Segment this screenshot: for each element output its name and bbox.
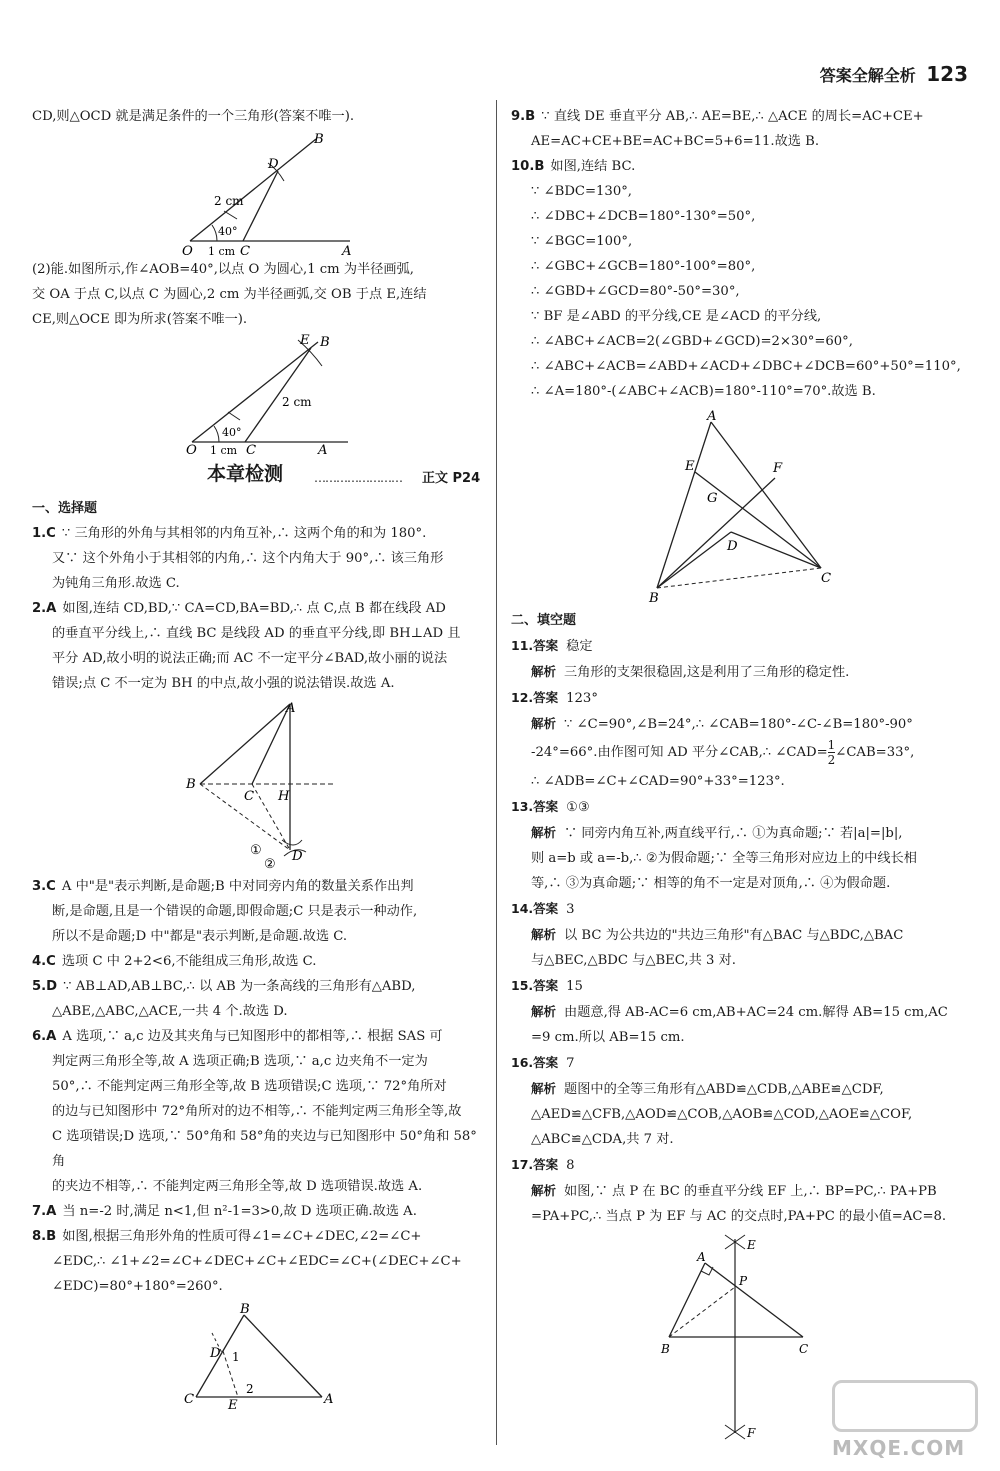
q7-line1 xyxy=(32,1199,482,1224)
q2-key: 2.A xyxy=(32,601,57,616)
q10-line1 xyxy=(511,154,969,179)
label-length2: 2 cm xyxy=(282,395,312,409)
q9-text: ∵ 直线 DE 垂直平分 AB,∴ AE=BE,∴ △ACE 的周长=AC+CE+ xyxy=(541,109,924,124)
q17-label-a: A xyxy=(697,1250,706,1264)
frac-num: 1 xyxy=(827,738,836,752)
q16-analysis-3: △ABC≌△CDA,共 7 对. xyxy=(531,1132,674,1147)
q1-key: 1.C xyxy=(32,526,56,541)
label-one-cm2: 1 cm xyxy=(210,444,238,457)
q12-jx: 解析 xyxy=(531,716,557,731)
q8-line1 xyxy=(32,1224,482,1249)
q13-text1: ∵ 同旁内角互补,两直线平行,∴ ①为真命题;∵ 若|a|=|b|, xyxy=(564,826,903,841)
q12-analysis-2 xyxy=(511,737,969,769)
q16-key: 16.答案 xyxy=(511,1055,559,1070)
q8-label-2: 2 xyxy=(246,1382,254,1396)
q3-line1 xyxy=(32,874,482,899)
section-dots: …………………… xyxy=(314,471,402,485)
q17-label-c: C xyxy=(799,1342,809,1356)
q6-line4: 的边与已知图形中 72°角所对的边不相等,∴ 不能判定两三角形全等,故 xyxy=(52,1104,462,1119)
q12-text2b: ∠CAB=33°, xyxy=(835,745,915,760)
q6-text: A 选项,∵ a,c 边及其夹角与已知图形中的都相等,∴ 根据 SAS 可 xyxy=(62,1029,443,1044)
q2-label-b: B xyxy=(186,777,196,792)
q10-line3: ∴ ∠DBC+∠DCB=180°-130°=50°, xyxy=(531,209,756,224)
q2-label-d: D xyxy=(292,849,303,864)
para-part2-line3: CE,则△OCE 即为所求(答案不唯一). xyxy=(32,312,248,327)
q10-label-g: G xyxy=(707,491,718,506)
q11-key: 11.答案 xyxy=(511,638,559,653)
header-title: 答案全解全析 xyxy=(819,66,916,85)
left-column xyxy=(32,104,482,1415)
q5-line1 xyxy=(32,974,482,999)
q1-line3: 为钝角三角形.故选 C. xyxy=(52,576,180,591)
q1-line2: 又∵ 这个外角小于其相邻的内角,∴ 这个内角大于 90°,∴ 该三角形 xyxy=(52,551,444,566)
figure-q8 xyxy=(32,1303,482,1411)
subheading-choice: 一、选择题 xyxy=(32,501,98,516)
q17-label-e: E xyxy=(747,1238,756,1252)
right-column xyxy=(511,104,969,1447)
q13-analysis-1 xyxy=(511,820,969,846)
figure-q8-svg xyxy=(32,1303,482,1411)
q10-line10: ∴ ∠A=180°-(∠ABC+∠ACB)=180°-110°=70°.故选 B. xyxy=(531,384,876,399)
q2-line1 xyxy=(32,596,482,621)
q16-text1: 题图中的全等三角形有△ABD≌△CDB,△ABE≌△CDF, xyxy=(564,1082,884,1097)
q10-line7: ∵ BF 是∠ABD 的平分线,CE 是∠ACD 的平分线, xyxy=(531,309,822,324)
watermark-logo-icon xyxy=(832,1380,978,1432)
q17-label-f: F xyxy=(747,1426,756,1440)
q8-key: 8.B xyxy=(32,1229,57,1244)
subheading-fill: 二、填空题 xyxy=(511,613,577,628)
para-part2-line1: (2)能.如图所示,作∠AOB=40°,以点 O 为圆心,1 cm 为半径画弧, xyxy=(32,262,414,277)
q12-analysis-3: ∴ ∠ADB=∠C+∠CAD=90°+33°=123°. xyxy=(531,774,785,789)
q10-line8: ∴ ∠ABC+∠ACB=2(∠GBD+∠GCD)=2×30°=60°, xyxy=(531,334,853,349)
q12-key: 12.答案 xyxy=(511,690,559,705)
q10-key: 10.B xyxy=(511,159,545,174)
figure-q10 xyxy=(511,408,969,604)
q17-analysis-1 xyxy=(511,1178,969,1204)
q2-label-a: A xyxy=(286,701,296,716)
q8-label-c: C xyxy=(184,1392,195,1407)
label-o2: O xyxy=(186,443,197,458)
q15-jx: 解析 xyxy=(531,1004,557,1019)
q11-ans: 稳定 xyxy=(566,639,593,654)
q10-label-a: A xyxy=(707,409,717,424)
q13-jx: 解析 xyxy=(531,825,557,840)
q10-label-e: E xyxy=(685,459,695,474)
q10-line5: ∴ ∠GBC+∠GCB=180°-100°=80°, xyxy=(531,259,756,274)
q14-text1: 以 BC 为公共边的"共边三角形"有△BAC 与△BDC,△BAC xyxy=(564,928,904,943)
q17-label-p: P xyxy=(739,1274,748,1288)
q10-label-d: D xyxy=(727,539,738,554)
q7-key: 7.A xyxy=(32,1204,57,1219)
figure-q2-svg xyxy=(32,700,482,870)
q17-key: 17.答案 xyxy=(511,1157,559,1172)
q11-text: 三角形的支架很稳固,这是利用了三角形的稳定性. xyxy=(564,665,850,680)
q8-line3: ∠EDC)=80°+180°=260°. xyxy=(52,1279,223,1294)
q11-analysis xyxy=(511,659,969,685)
q5-text: ∵ AB⊥AD,AB⊥BC,∴ 以 AB 为一条高线的三角形有△ABD, xyxy=(63,979,416,994)
label-a2: A xyxy=(318,443,328,458)
figure-triangle-ocd xyxy=(32,132,482,259)
q8-text: 如图,根据三角形外角的性质可得∠1=∠C+∠DEC,∠2=∠C+ xyxy=(62,1229,422,1244)
q6-line6: 的夹边不相等,∴ 不能判定两三角形全等,故 D 选项错误.故选 A. xyxy=(52,1179,423,1194)
q10-label-c: C xyxy=(821,571,832,586)
section-ref: 正文 P24 xyxy=(422,471,481,486)
label-c2: C xyxy=(246,443,257,458)
label-o: O xyxy=(182,244,193,259)
q15-analysis-1 xyxy=(511,999,969,1025)
label-b2: B xyxy=(320,335,330,350)
q17-analysis-2: =PA+PC,∴ 当点 P 为 EF 与 AC 的交点时,PA+PC 的最小值=AC=8. xyxy=(531,1209,947,1224)
q12-text2a: -24°=66°.由作图可知 AD 平分∠CAB,∴ ∠CAD= xyxy=(531,745,828,760)
q10-line6: ∴ ∠GBD+∠GCD=80°-50°=30°, xyxy=(531,284,740,299)
q2-text: 如图,连结 CD,BD,∵ CA=CD,BA=BD,∴ 点 C,点 B 都在线段 AD xyxy=(62,601,446,616)
q15-analysis-2: =9 cm.所以 AB=15 cm. xyxy=(531,1030,685,1045)
q10-text: 如图,连结 BC. xyxy=(550,159,636,174)
q17-ans: 8 xyxy=(566,1158,575,1173)
q8-label-1: 1 xyxy=(232,1350,240,1364)
label-length: 2 cm xyxy=(214,194,244,208)
q8-label-b: B xyxy=(240,1302,250,1317)
q12-analysis-1 xyxy=(511,711,969,737)
q3-text: A 中"是"表示判断,是命题;B 中对同旁内角的数量关系作出判 xyxy=(61,879,414,894)
q2-line2: 的垂直平分线上,∴ 直线 BC 是线段 AD 的垂直平分线,即 BH⊥AD 且 xyxy=(52,626,461,641)
q13-key: 13.答案 xyxy=(511,799,559,814)
section-title: 本章检测 xyxy=(207,463,284,485)
q4-key: 4.C xyxy=(32,954,56,969)
q11-answer xyxy=(511,633,969,659)
q3-line3: 所以不是命题;D 中"都是"表示判断,是命题.故选 C. xyxy=(52,929,348,944)
q17-label-b: B xyxy=(661,1342,670,1356)
q12-ans: 123° xyxy=(566,691,598,706)
q13-ans: ①③ xyxy=(566,800,590,815)
page-header xyxy=(820,62,968,86)
q5-key: 5.D xyxy=(32,979,58,994)
q6-line2: 判定两三角形全等,故 A 选项正确;B 选项,∵ a,c 边夹角不一定为 xyxy=(52,1054,428,1069)
section-header xyxy=(32,460,482,494)
q4-line1 xyxy=(32,949,482,974)
q3-key: 3.C xyxy=(32,879,56,894)
frac-den: 2 xyxy=(827,753,836,767)
column-divider xyxy=(496,100,497,1445)
q17-answer xyxy=(511,1152,969,1178)
q15-text1: 由题意,得 AB-AC=6 cm,AB+AC=24 cm.解得 AB=15 cm,AC xyxy=(564,1005,948,1020)
q17-jx: 解析 xyxy=(531,1183,557,1198)
q2-line3: 平分 AD,故小明的说法正确;而 AC 不一定平分∠BAD,故小丽的说法 xyxy=(52,651,448,666)
q9-line2: AE=AC+CE+BE=AC+BC=5+6=11.故选 B. xyxy=(531,134,820,149)
q12-answer xyxy=(511,685,969,711)
watermark xyxy=(832,1380,978,1460)
q5-line2: △ABE,△ABC,△ACE,一共 4 个.故选 D. xyxy=(52,1004,288,1019)
q9-line1 xyxy=(511,104,969,129)
figure-q2 xyxy=(32,700,482,870)
q8-label-e: E xyxy=(228,1398,238,1413)
label-e: E xyxy=(300,333,310,348)
q2-label-circle1: ① xyxy=(250,843,262,858)
q14-answer xyxy=(511,896,969,922)
q15-ans: 15 xyxy=(566,979,583,994)
label-c: C xyxy=(240,244,251,259)
q6-line3: 50°,∴ 不能判定两三角形全等,故 B 选项错误;C 选项,∵ 72°角所对 xyxy=(52,1079,447,1094)
q6-key: 6.A xyxy=(32,1029,57,1044)
q14-key: 14.答案 xyxy=(511,901,559,916)
q10-line9: ∴ ∠ABC+∠ACB=∠ABD+∠ACD+∠DBC+∠DCB=60°+50°=110°, xyxy=(531,359,961,374)
q17-text1: 如图,∵ 点 P 在 BC 的垂直平分线 EF 上,∴ BP=PC,∴ PA+PB xyxy=(564,1184,937,1199)
page-number: 123 xyxy=(926,62,968,86)
para-part2-line2: 交 OA 于点 C,以点 C 为圆心,2 cm 为半径画弧,交 OB 于点 E,连结 xyxy=(32,287,427,302)
q14-analysis-2: 与△BEC,△BDC 与△BEC,共 3 对. xyxy=(531,953,736,968)
figure-oce-svg xyxy=(32,333,482,458)
q6-line5: C 选项错误;D 选项,∵ 50°角和 58°角的夹边与已知图形中 50°角和 58°角 xyxy=(52,1129,477,1169)
q14-ans: 3 xyxy=(566,902,575,917)
q13-analysis-2: 则 a=b 或 a=-b,∴ ②为假命题;∵ 全等三角形对应边上的中线长相 xyxy=(531,851,917,866)
q16-ans: 7 xyxy=(566,1056,575,1071)
watermark-text: MXQE.COM xyxy=(832,1436,966,1460)
q8-label-d: D xyxy=(210,1346,221,1361)
label-angle2: 40° xyxy=(222,426,242,439)
q10-label-b: B xyxy=(649,591,659,606)
q2-line4: 错误;点 C 不一定为 BH 的中点,故小强的说法错误.故选 A. xyxy=(52,676,395,691)
q16-analysis-2: △AED≌△CFB,△AOD≌△COB,△AOB≌△COD,△AOE≌△COF, xyxy=(531,1107,913,1122)
q1-line1 xyxy=(32,521,482,546)
label-a: A xyxy=(342,244,352,259)
q2-label-h: H xyxy=(278,789,290,804)
q12-text1: ∵ ∠C=90°,∠B=24°,∴ ∠CAB=180°-∠C-∠B=180°-90° xyxy=(564,717,913,732)
q10-line2: ∵ ∠BDC=130°, xyxy=(531,184,632,199)
q10-label-f: F xyxy=(773,461,783,476)
q6-line1 xyxy=(32,1024,482,1049)
q2-label-circle2: ② xyxy=(264,857,276,872)
q1-text: ∵ 三角形的外角与其相邻的内角互补,∴ 这两个角的和为 180°. xyxy=(61,526,427,541)
label-d: D xyxy=(268,157,279,172)
q16-analysis-1 xyxy=(511,1076,969,1102)
q11-jx: 解析 xyxy=(531,664,557,679)
label-angle: 40° xyxy=(218,225,238,238)
q13-answer xyxy=(511,794,969,820)
q3-line2: 断,是命题,且是一个错误的命题,即假命题;C 只是表示一种动作, xyxy=(52,904,418,919)
q2-label-c: C xyxy=(244,789,255,804)
q16-jx: 解析 xyxy=(531,1081,557,1096)
q8-line2: ∠EDC,∴ ∠1+∠2=∠C+∠DEC+∠C+∠EDC=∠C+(∠DEC+∠C+ xyxy=(52,1254,462,1269)
figure-triangle-oce xyxy=(32,333,482,458)
label-one-cm: 1 cm xyxy=(208,245,236,258)
q15-answer xyxy=(511,973,969,999)
q14-analysis-1 xyxy=(511,922,969,948)
q15-key: 15.答案 xyxy=(511,978,559,993)
q10-line4: ∵ ∠BGC=100°, xyxy=(531,234,633,249)
q9-key: 9.B xyxy=(511,109,536,124)
q14-jx: 解析 xyxy=(531,927,557,942)
figure-ocd-svg xyxy=(32,132,482,259)
label-b: B xyxy=(314,132,324,147)
q7-text: 当 n=-2 时,满足 n<1,但 n²-1=3>0,故 D 选项正确.故选 A. xyxy=(62,1204,417,1219)
q13-analysis-3: 等,∴ ③为真命题;∵ 相等的角不一定是对顶角,∴ ④为假命题. xyxy=(531,876,891,891)
q8-label-a: A xyxy=(324,1392,334,1407)
q16-answer xyxy=(511,1050,969,1076)
q4-text: 选项 C 中 2+2<6,不能组成三角形,故选 C. xyxy=(61,954,317,969)
para-continued: CD,则△OCD 就是满足条件的一个三角形(答案不唯一). xyxy=(32,109,355,124)
figure-q10-svg xyxy=(511,408,969,604)
